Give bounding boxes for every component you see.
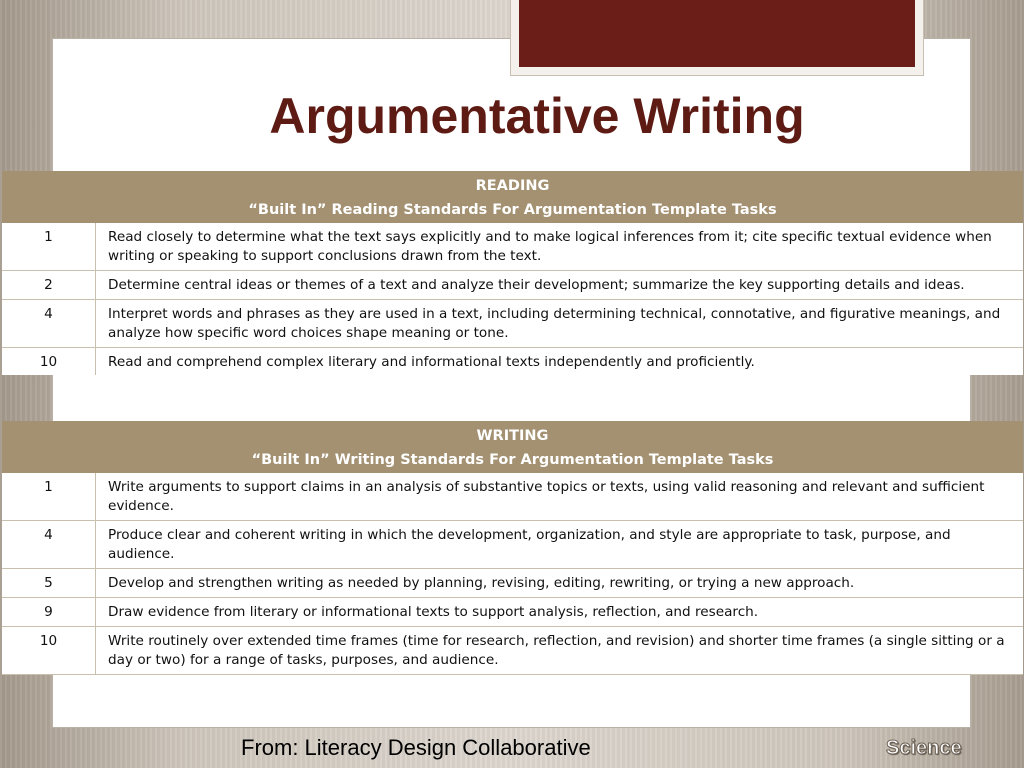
- standard-text: Produce clear and coherent writing in which the development, organization, and style are appropriate to task, purpose, and audience.: [96, 521, 1024, 569]
- standard-text: Develop and strengthen writing as needed by planning, revising, editing, rewriting, or trying a new approach.: [96, 569, 1024, 598]
- accent-bar: [510, 0, 924, 76]
- writing-table-subheading: “Built In” Writing Standards For Argumentation Template Tasks: [2, 448, 1023, 473]
- standard-text: Write arguments to support claims in an analysis of substantive topics or texts, using valid reasoning and relevant and sufficient evidence.: [96, 473, 1024, 521]
- table-row: [2, 348, 1023, 376]
- subject-tag: Science: [886, 737, 962, 759]
- table-row: [2, 521, 1023, 569]
- standard-number: 1: [2, 473, 96, 521]
- table-row: [2, 300, 1023, 348]
- reading-table-subheading: “Built In” Reading Standards For Argumentation Template Tasks: [2, 198, 1023, 223]
- standard-number: 5: [2, 569, 96, 598]
- table-row: [2, 271, 1023, 300]
- standard-number: 1: [2, 223, 96, 271]
- standard-text: Read closely to determine what the text says explicitly and to make logical inferences from it; cite specific textual evidence when writing or speaking to support conclusions drawn from the text.: [96, 223, 1024, 271]
- page-title: Argumentative Writing: [269, 88, 805, 144]
- standard-text: Determine central ideas or themes of a text and analyze their development; summarize the key supporting details and ideas.: [96, 271, 1024, 300]
- standard-number: 10: [2, 627, 96, 675]
- standard-text: Write routinely over extended time frames (time for research, reflection, and revision) and shorter time frames (a single sitting or a day or two) for a range of tasks, purposes, and audience.: [96, 627, 1024, 675]
- table-row: [2, 627, 1023, 675]
- standard-text: Draw evidence from literary or informational texts to support analysis, reflection, and research.: [96, 598, 1024, 627]
- source-citation: From: Literacy Design Collaborative: [241, 735, 591, 760]
- standard-number: 9: [2, 598, 96, 627]
- writing-table-heading: WRITING: [2, 421, 1023, 448]
- table-row: [2, 223, 1023, 271]
- table-row: [2, 569, 1023, 598]
- accent-bar-fill: [519, 0, 915, 67]
- table-row: [2, 598, 1023, 627]
- standard-number: 10: [2, 348, 96, 376]
- writing-standards-table: [2, 421, 1023, 675]
- standard-number: 4: [2, 300, 96, 348]
- table-row: [2, 473, 1023, 521]
- reading-table-heading: READING: [2, 171, 1023, 198]
- standard-text: Read and comprehend complex literary and informational texts independently and proficiently.: [108, 354, 755, 370]
- standard-text: Interpret words and phrases as they are used in a text, including determining technical, connotative, and figurative meanings, and analyze how specific word choices shape meaning or tone.: [96, 300, 1024, 348]
- reading-standards-table: [2, 171, 1023, 375]
- standard-number: 4: [2, 521, 96, 569]
- standard-number: 2: [2, 271, 96, 300]
